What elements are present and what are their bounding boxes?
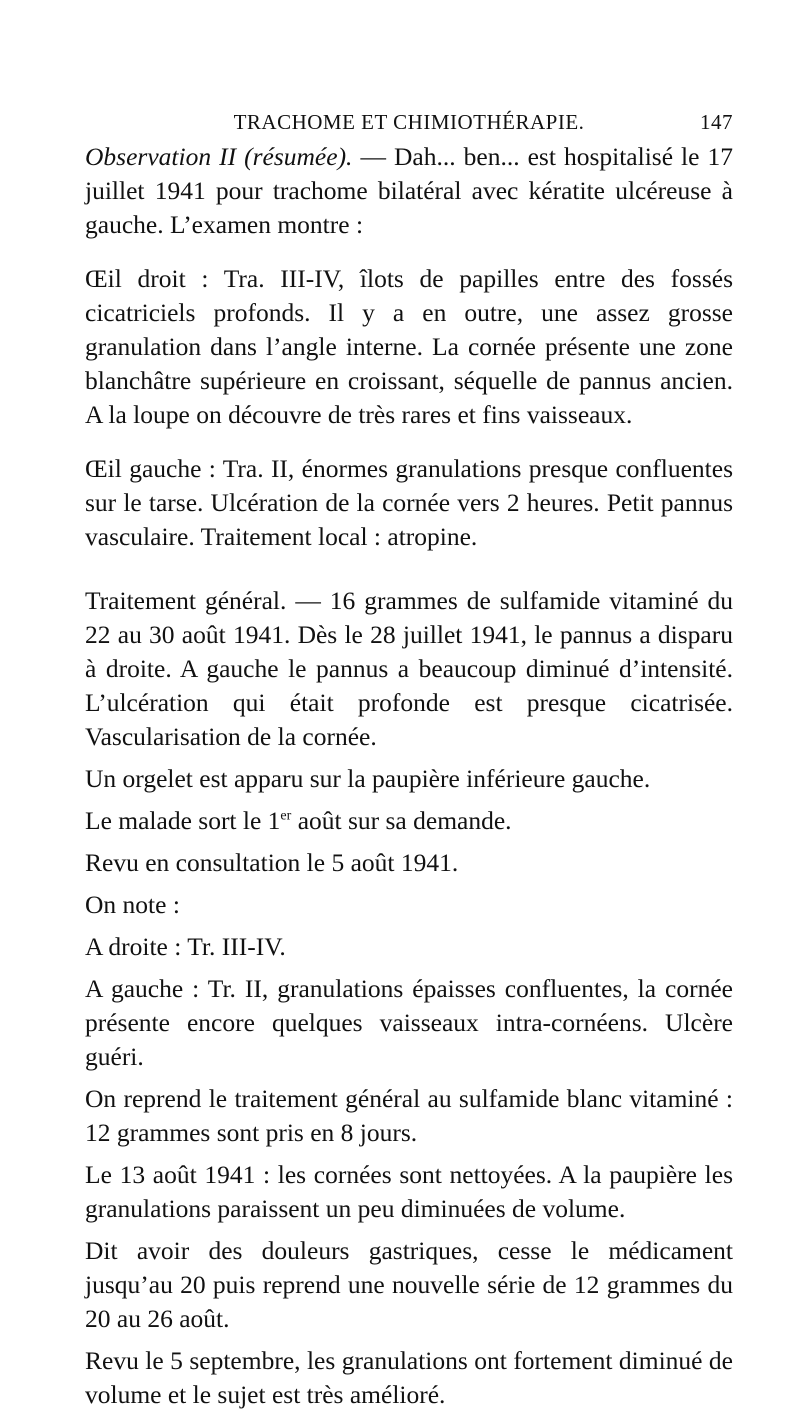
paragraph-on-note: On note : — [85, 890, 180, 919]
sortie-prefix: Le malade sort le 1 — [85, 806, 281, 835]
running-title: TRACHOME ET CHIMIOTHÉRAPIE. — [233, 110, 585, 134]
page-number: 147 — [700, 110, 733, 134]
paragraph-revu-septembre: Revu le 5 septembre, les granulations ont fortement diminué de volume et le sujet est très amélioré. — [85, 1346, 733, 1409]
paragraph-reprend-traitement: On reprend le traitement général au sulfamide blanc vitaminé : 12 grammes sont pris en 8 jours. — [85, 1084, 733, 1147]
paragraph-traitement-general: Traitement général. — 16 grammes de sulfamide vitaminé du 22 au 30 août 1941. Dès le 28 juillet 1941, le pannus a disparu à droite. A gauche le pannus a beaucoup diminué d’intensité. L’ulcération qui était profonde est presque cicatrisée. Vascularisation de la cornée. — [85, 586, 733, 751]
observation-text: — Dah... ben... est hospitalisé le 17 juillet 1941 pour trachome bilatéral avec kératite ulcéreuse à gauche. L’examen montre : — [85, 142, 733, 239]
paragraph-a-gauche: A gauche : Tr. II, granulations épaisses confluentes, la cornée présente encore quelques vaisseaux intra-cornéens. Ulcère guéri. — [85, 974, 733, 1071]
paragraph-douleurs: Dit avoir des douleurs gastriques, cesse le médicament jusqu’au 20 puis reprend une nouvelle série de 12 grammes du 20 au 26 août. — [85, 1236, 733, 1333]
paragraph-sortie — [85, 804, 733, 838]
paragraph-13-aout: Le 13 août 1941 : les cornées sont nettoyées. A la paupière les granulations paraissent un peu diminuées de volume. — [85, 1160, 733, 1223]
page-header — [85, 100, 733, 140]
sortie-suffix: août sur sa demande. — [291, 806, 512, 835]
paragraph-oeil-gauche: Œil gauche : Tra. II, énormes granulations presque confluentes sur le tarse. Ulcération de la cornée vers 2 heures. Petit pannus vasculaire. Traitement local : atropine. — [85, 454, 733, 551]
paragraph-oeil-droit: Œil droit : Tra. III-IV, îlots de papilles entre des fossés cicatriciels profonds. Il y a en outre, une assez grosse granulation dans l’angle interne. La cornée présente une zone blanchâtre supérieure en croissant, séquelle de pannus ancien. A la loupe on découvre de très rares et fins vaisseaux. — [85, 264, 733, 429]
observation-paragraph — [85, 140, 733, 242]
sortie-superscript: er — [280, 808, 292, 824]
book-page — [85, 100, 733, 1412]
paragraph-a-droite: A droite : Tr. III-IV. — [85, 932, 286, 961]
paragraph-revu-consultation: Revu en consultation le 5 août 1941. — [85, 848, 459, 877]
paragraph-orgelet: Un orgelet est apparu sur la paupière inférieure gauche. — [85, 764, 651, 793]
observation-label: Observation II (résumée). — [85, 142, 353, 171]
